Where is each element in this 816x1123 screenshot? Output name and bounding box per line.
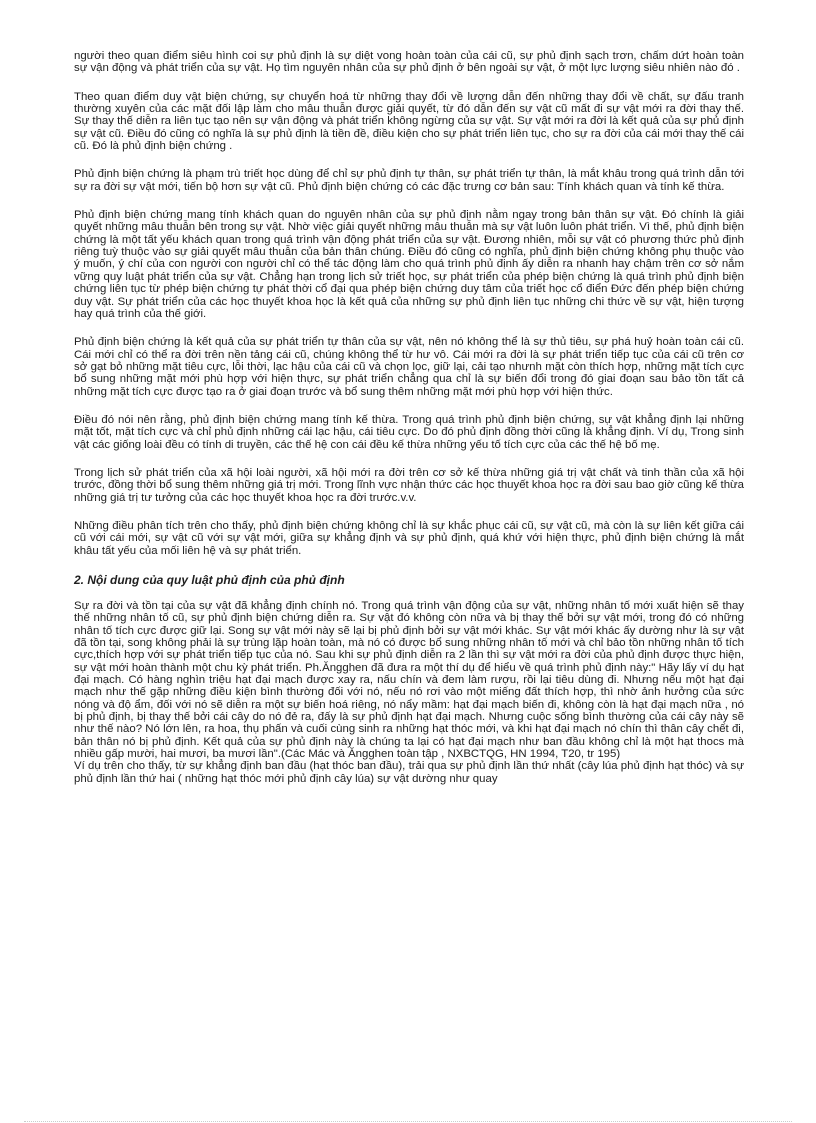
paragraph-3: Phủ định biện chứng là phạm trù triết học dùng để chỉ sự phủ định tự thân, sự phát triển tự thân, là mắt khâu trong quá trình dẫn tới sự ra đời sự vật mới, tiến bộ hơn sự vật cũ. Phủ định biện chứng có các đặc trưng cơ bản sau: Tính khách quan và tính kế thừa.	[74, 168, 744, 193]
section-heading: 2. Nội dung của quy luật phủ định của phủ định	[74, 573, 345, 587]
paragraph-4: Phủ định biện chứng mang tính khách quan do nguyên nhân của sự phủ định nằm ngay trong bản thân sự vật. Đó chính là giải quyết những mâu thuẫn bên trong sự vật. Nhờ việc giải quyết những mâu thuẫn mà sự vật luôn luôn phát triển. Vì thế, phủ định biện chứng là một tất yếu khách quan trong quá trình vận động phát triển của sự vật. Đương nhiên, mỗi sự vật có phương thức phủ định riêng tuỳ thuộc vào sự giải quyết mâu thuẫn của bản thân chúng. Điều đó cũng có nghĩa, phủ định biện chứng không phụ thuộc vào ý muốn, ý chí của con người con người chỉ có thể tác động làm cho quá trình phủ định ấy diễn ra nhanh hay chậm trên cơ sở nắm vững quy luật phát triển của sự vật. Chẳng hạn trong lịch sử triết học, sự phát triển của phép biện chứng là quá trình phủ định biện chứng liên tục từ phép biện chứng tự phát thời cổ đại qua phép biện chứng duy tâm của triết học cổ điển Đức đến phép biện chứng duy vật. Sự phát triển của các học thuyết khoa học là kết quả của những sự phủ định liên tục những chi thức về sự vật, hiện tượng hay quá trình của thế giới.	[74, 209, 744, 320]
paragraph-8: Những điều phân tích trên cho thấy, phủ định biện chứng không chỉ là sự khắc phục cái cũ, sự vật cũ, mà còn là sự liên kết giữa cái cũ với cái mới, sự vật cũ với sự vật mới, giữa sự khẳng định và sự phủ định, quá khứ với hiện thực, phủ định biện chứng là mắt khâu tất yếu của mối liên hệ và sự phát triển.	[74, 519, 744, 557]
paragraph-1: người theo quan điểm siêu hình coi sự phủ định là sự diệt vong hoàn toàn của cái cũ, sự phủ định sạch trơn, chấm dứt hoàn toàn sự vận động và phát triển của sự vật. Họ tìm nguyên nhân của sự phủ định ở bên ngoài sự vật, ở một lực lượng siêu nhiên nào đó .	[74, 50, 744, 75]
section-paragraph-1: Sự ra đời và tồn tại của sự vật đã khẳng định chính nó. Trong quá trình vận động của sự vật, những nhân tố mới xuất hiện sẽ thay thế những nhân tố cũ, sự phủ định biện chứng diễn ra. Sự vật đó không còn nữa và bị thay thế bởi sự vật mới, trong đó có những nhân tố tích cực được giữ lại. Song sự vật mới này sẽ lại bị phủ định bởi sự vật mới khác. Sự vật mới khác ấy dường như là sự vật đã tồn tại, song không phải là sự trùng lặp hoàn toàn, mà nó có được bổ sung những nhân tố mới và chỉ bảo tồn những nhân tố tích cực,thích hợp với sự phát triển tiếp tục của nó. Sau khi sự phủ định diễn ra 2 lần thì sự vật mới ra đời của phủ định được thực hiện, sự vật mới hoàn thành một chu kỳ phát triển. Ph.Ăngghen đã đưa ra một thí dụ để hiểu về quá trình phủ định này:" Hãy lấy ví dụ hạt đại mạch. Có hàng nghìn triệu hạt đại mạch được xay ra, nấu chín và đem làm rượu, rồi lại tiêu dùng đi. Nhưng nếu một hạt đại mạch như thế gặp những điều kiện bình thường đối với nó, nếu nó rơi vào một miếng đất thích hợp, thì nhờ ảnh hưởng của sức nóng và độ ẩm, đối với nó sẽ diễn ra một sự biến hoá riêng, nó nẩy mầm: hạt đại mạch biến đi, không còn là hạt đại mạch nữa , nó bị phủ định, bị thay thế bởi cái cây do nó đẻ ra, đấy là sự phủ định hạt đại mạch. Nhưng cuộc sống bình thường của cái cây này sẽ như thế nào? Nó lớn lên, ra hoa, thụ phấn và cuối cùng sinh ra những hạt thóc mới, và khi hạt đại mạch nó chín thì thân cây chết đi, bản thân nó bị phủ định. Kết quả của sự phủ định này là chúng ta lại có hạt đại mạch như ban đầu không chỉ là một hạt thocs mà nhiều gấp mười, hai mươi, ba mươi lần".(Các Mác và Ăngghen toàn tập , NXBCTQG, HN 1994, T20, tr 195)	[74, 600, 744, 761]
section-paragraph-2: Ví dụ trên cho thấy, từ sự khẳng định ban đầu (hạt thóc ban đầu), trải qua sự phủ định lần thứ nhất (cây lúa phủ định hạt thóc) và sự phủ định lần thứ hai ( những hạt thóc mới phủ định cây lúa) sự vật dường như quay	[74, 760, 744, 785]
paragraph-5: Phủ định biện chứng là kết quả của sự phát triển tự thân của sự vật, nên nó không thể là sự thủ tiêu, sự phá huỷ hoàn toàn cái cũ. Cái mới chỉ có thể ra đời trên nền tảng cái cũ, chúng không thể từ hư vô. Cái mới ra đời là sự phát triển tiếp tục của cái cũ trên cơ sở gạt bỏ những mặt tiêu cực, lỗi thời, lạc hậu của cái cũ và chọn lọc, giữ lại, cải tạo nhưnh mặt còn thích hợp, những mặt tích cực bổ sung những mặt mới phù hợp với hiện thực, sự phát triển chẳng qua chỉ là sự biến đổi trong đó giai đoạn sau bảo tồn tất cả những mặt tích cực được tạo ra ở giai đoạn trước và bổ sung thêm những mặt mới phù hợp với hiện thức.	[74, 336, 744, 398]
document-page	[74, 50, 744, 785]
page-bottom-divider	[24, 1121, 792, 1122]
paragraph-2: Theo quan điểm duy vật biện chứng, sự chuyển hoá từ những thay đổi về lượng dẫn đến những thay đổi về chất, sự đấu tranh thường xuyên của các mặt đối lập làm cho mâu thuẫn được giải quyết, từ đó dẫn đến sự vật cũ mất đi sự vật mới ra đời thay thế. Sự thay thế diễn ra liên tục tạo nên sự vận động và phát triển không ngừng của sự vật. Sự vật mới ra đời là kết quả của sự phủ định sự vật cũ. Điều đó cũng có nghĩa là sự phủ định là tiền đề, điều kiện cho sự phát triển liên tục, cho sự ra đời của cái mới thay thế cái cũ. Đó là phủ định biện chứng .	[74, 90, 744, 153]
paragraph-7: Trong lịch sử phát triển của xã hội loài người, xã hội mới ra đời trên cơ sở kế thừa những giá trị vật chất và tinh thần của xã hội trước, đồng thời bổ sung thêm những giá trị mới. Trong lĩnh vực nhận thức các học thuyết khoa học ra đời sau bao giờ cũng kế thừa những giá trị tư tưởng của các học thuyết khoa học ra đời trước.v.v.	[74, 466, 744, 504]
paragraph-6: Điều đó nói nên rằng, phủ định biện chứng mang tính kế thừa. Trong quá trình phủ định biện chứng, sự vật khẳng định lại những mặt tốt, mặt tích cực và chỉ phủ định những cái lạc hậu, cái tiêu cực. Do đó phủ định đồng thời cũng là khẳng định. Ví dụ, Trong sinh vật các giống loài đều có tính di truyền, các thế hệ con cái đều kế thừa những yếu tố tích cực của các thế hệ bố mẹ.	[74, 413, 744, 451]
